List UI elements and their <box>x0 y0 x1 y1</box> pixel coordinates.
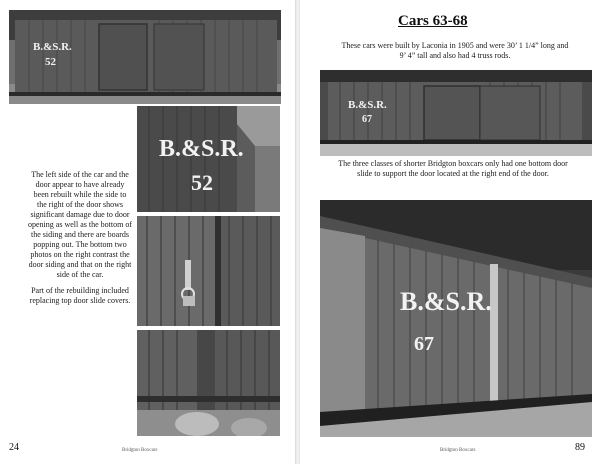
section-title: Cars 63-68 <box>398 13 468 29</box>
left-page-number: 24 <box>9 442 19 453</box>
boxcar-52-reporting-mark: B.&S.R. <box>33 41 72 53</box>
left-running-footer: Bridgton Boxcars <box>122 448 158 453</box>
middle-caption: The three classes of shorter Bridgton boxcars only had one bottom door slide to support the door located at the right end of the door. <box>338 159 568 178</box>
boxcar-67-side-reporting-mark: B.&S.R. <box>348 99 387 111</box>
left-caption-paragraph-1: The left side of the car and the door appear to have already been rebuilt while the side to the right of the door shows significant damage due to door opening as well as the bottom of the siding and there are boards popping out. The bottom two photos on the right contrast the door siding and that on the right side of the car. <box>28 170 132 279</box>
lettering-closeup-photo <box>137 106 280 212</box>
boxcar-52-number: 52 <box>45 56 56 68</box>
boxcar-67-angled-number: 67 <box>414 333 434 355</box>
boxcar-52-photo <box>9 10 281 104</box>
closeup-reporting-mark: B.&S.R. <box>159 136 244 162</box>
left-caption-paragraph-2: Part of the rebuilding included replacing top door slide covers. <box>29 286 131 305</box>
door-bottom-photo <box>137 330 280 436</box>
boxcar-67-angled-photo <box>320 200 592 437</box>
right-page-number: 89 <box>575 442 585 453</box>
boxcar-67-side-number: 67 <box>362 114 372 125</box>
left-page <box>0 0 296 464</box>
boxcar-67-side-photo <box>320 70 592 156</box>
right-running-footer: Bridgton Boxcars <box>440 448 476 453</box>
left-caption <box>28 170 132 306</box>
door-latch-photo <box>137 216 280 326</box>
boxcar-67-angled-reporting-mark: B.&S.R. <box>400 287 492 316</box>
right-page <box>300 0 600 464</box>
closeup-number: 52 <box>191 170 213 195</box>
intro-text: These cars were built by Laconia in 1905 and were 30’ 1 1/4” long and 9’ 4” tall and also had 4 truss rods. <box>341 41 569 60</box>
